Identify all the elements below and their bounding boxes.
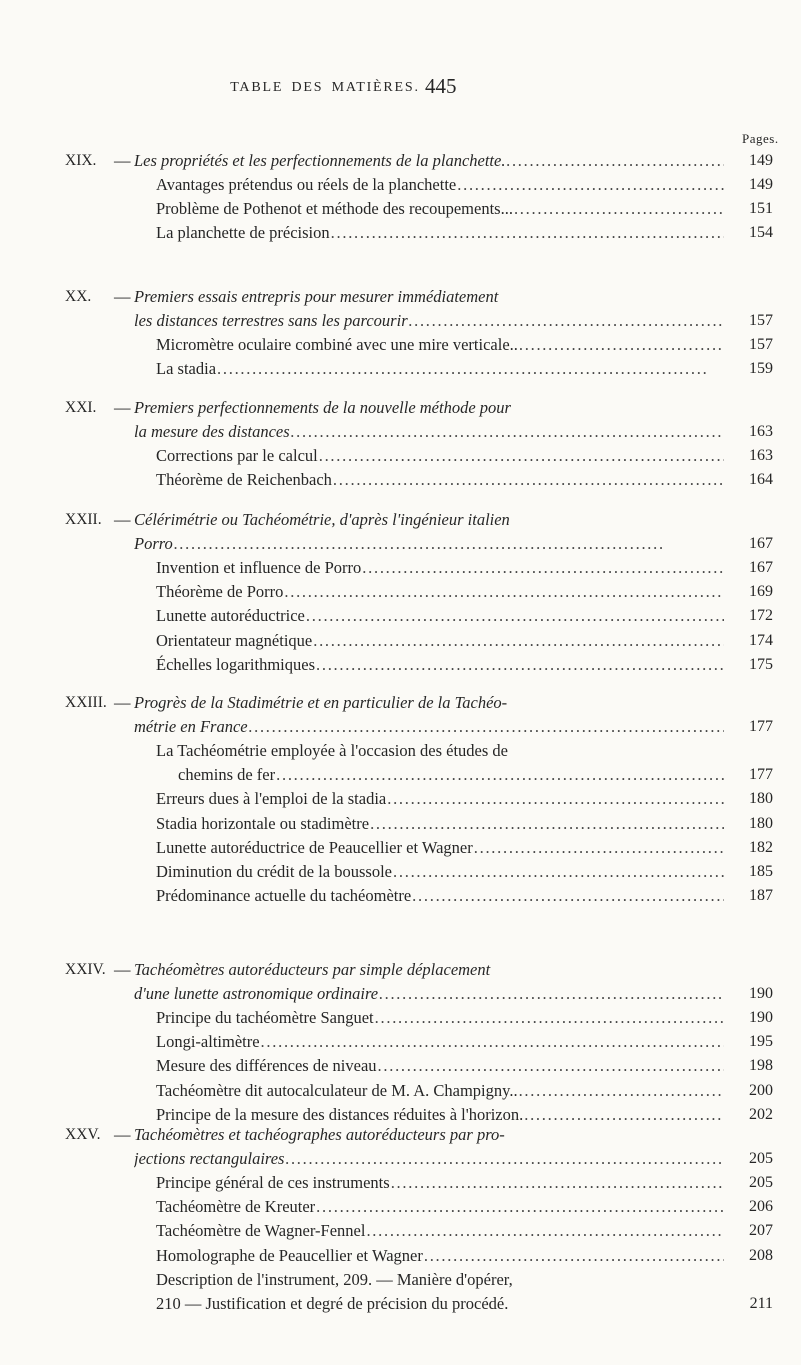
toc-entry[interactable] (156, 221, 724, 245)
dot-leader (519, 333, 724, 357)
page-ref[interactable]: 190 (749, 1009, 773, 1027)
toc-entry[interactable]: Description de l'instrument, 209. — Manière d'opérer, (156, 1269, 513, 1289)
toc-entry[interactable] (156, 884, 724, 908)
toc-entry-text: Tachéomètre de Wagner-Fennel (156, 1221, 366, 1241)
chapter-numeral: XXIV. (65, 961, 106, 978)
toc-entry-text: Invention et influence de Porro (156, 558, 362, 578)
toc-entry[interactable] (156, 1171, 724, 1195)
toc-entry[interactable] (156, 1006, 724, 1030)
dot-leader (379, 982, 724, 1006)
toc-entry[interactable] (156, 556, 724, 580)
toc-entry[interactable] (156, 604, 724, 628)
toc-entry[interactable] (156, 444, 724, 468)
toc-entry-text: Théorème de Porro (156, 582, 284, 602)
dot-leader (291, 420, 724, 444)
toc-entry[interactable]: 210 — Justification et degré de précision du procédé. (156, 1293, 509, 1313)
toc-entry-text: Lunette autoréductrice (156, 606, 305, 626)
dot-leader (366, 1219, 724, 1243)
page-ref[interactable]: 159 (749, 360, 773, 378)
toc-entry-text: Mesure des différences de niveau (156, 1056, 377, 1076)
dot-leader (331, 221, 724, 245)
toc-entry-text: La stadia (156, 359, 217, 379)
page-ref[interactable]: 205 (749, 1150, 773, 1168)
toc-entry[interactable] (156, 173, 724, 197)
page-ref[interactable]: 198 (749, 1057, 773, 1075)
page-ref[interactable]: 174 (749, 631, 773, 649)
page-ref[interactable]: 169 (749, 583, 773, 601)
page-ref[interactable]: 207 (749, 1222, 773, 1240)
toc-entry[interactable] (156, 629, 724, 653)
page-ref[interactable]: 180 (749, 814, 773, 832)
dot-leader (316, 653, 724, 677)
toc-entry[interactable] (156, 333, 724, 357)
chapter-dash: — (114, 1125, 131, 1144)
chapter-title[interactable]: Premiers essais entrepris pour mesurer immédiatement (134, 287, 499, 306)
dot-leader (391, 1171, 724, 1195)
page-ref[interactable]: 157 (749, 336, 773, 354)
dot-leader (284, 580, 724, 604)
chapter-title[interactable]: Premiers perfectionnements de la nouvelle méthode pour (134, 398, 511, 417)
chapter-numeral: XX. (65, 288, 92, 305)
dot-leader (217, 357, 724, 381)
toc-entry[interactable] (156, 787, 724, 811)
chapter-title-text: d'une lunette astronomique ordinaire (134, 984, 379, 1004)
page-ref[interactable]: 185 (749, 862, 773, 880)
dot-leader (276, 763, 724, 787)
toc-entry-text: Principe général de ces instruments (156, 1173, 390, 1193)
chapter-dash: — (114, 151, 131, 170)
dot-leader (519, 1079, 724, 1103)
toc-entry[interactable] (156, 580, 724, 604)
dot-leader (249, 715, 724, 739)
toc-entry-text: Échelles logarithmiques (156, 654, 315, 674)
dot-leader (319, 444, 724, 468)
toc-entry[interactable] (156, 357, 724, 381)
page-ref[interactable]: 167 (749, 535, 773, 553)
toc-entry-text: Homolographe de Peaucellier et Wagner (156, 1245, 423, 1265)
toc-entry[interactable] (156, 197, 724, 221)
toc-entry-text: Diminution du crédit de la boussole (156, 861, 393, 881)
toc-entry-text: Orientateur magnétique (156, 630, 313, 650)
page-ref[interactable]: 200 (749, 1081, 773, 1099)
chapter-numeral: XIX. (65, 152, 97, 169)
chapter-title[interactable]: Tachéomètres autoréducteurs par simple déplacement (134, 960, 491, 979)
chapter-title-text: les distances terrestres sans les parcourir (134, 311, 408, 331)
dot-leader (424, 1244, 724, 1268)
toc-entry[interactable] (156, 1054, 724, 1078)
chapter-title[interactable] (134, 715, 724, 739)
dot-leader (409, 309, 724, 333)
toc-entry-text: Lunette autoréductrice de Peaucellier et Wagner (156, 837, 473, 857)
toc-entry-text: Principe de la mesure des distances réduites à l'horizon. (156, 1104, 524, 1124)
toc-entry-text: Prédominance actuelle du tachéomètre (156, 885, 412, 905)
toc-entry[interactable] (178, 763, 724, 787)
page-ref[interactable]: 167 (749, 559, 773, 577)
chapter-title[interactable] (134, 420, 724, 444)
toc-entry[interactable] (156, 812, 724, 836)
chapter-dash: — (114, 287, 131, 306)
page-ref[interactable]: 195 (749, 1033, 773, 1051)
page-ref[interactable]: 180 (749, 790, 773, 808)
toc-entry-text: chemins de fer (178, 765, 276, 785)
chapter-dash: — (114, 693, 131, 712)
chapter-dash: — (114, 398, 131, 417)
chapter-title-text: Les propriétés et les perfectionnements de la planchette. (134, 151, 506, 170)
chapter-title[interactable]: Célérimétrie ou Tachéométrie, d'après l'ingénieur italien (134, 510, 510, 529)
page-ref[interactable]: 149 (749, 176, 773, 194)
chapter-title[interactable] (134, 1147, 724, 1171)
toc-entry[interactable] (156, 1030, 724, 1054)
dot-leader (362, 556, 724, 580)
toc-entry[interactable]: La Tachéométrie employée à l'occasion des études de (156, 741, 508, 761)
toc-entry-text: Micromètre oculaire combiné avec une mire verticale.. (156, 335, 518, 355)
page-ref[interactable]: 187 (749, 886, 773, 904)
chapter-dash: — (114, 510, 131, 529)
chapter-numeral: XXII. (65, 511, 102, 528)
page-ref[interactable]: 190 (749, 985, 773, 1003)
page-ref[interactable]: 177 (749, 718, 773, 736)
page-ref[interactable]: 202 (749, 1105, 773, 1123)
toc-entry[interactable] (156, 860, 724, 884)
dot-leader (474, 836, 724, 860)
dot-leader (506, 149, 724, 173)
toc-entry-text: Principe du tachéomètre Sanguet (156, 1008, 374, 1028)
chapter-numeral: XXV. (65, 1126, 101, 1143)
dot-leader (285, 1147, 724, 1171)
toc-entry-text: La planchette de précision (156, 223, 330, 243)
pages-column-label: Pages. (742, 131, 779, 146)
toc-entry-text: Avantages prétendus ou réels de la planchette (156, 175, 457, 195)
chapter-title[interactable] (134, 532, 724, 556)
page-ref[interactable]: 208 (749, 1246, 773, 1264)
toc-entry-text: Erreurs dues à l'emploi de la stadia (156, 789, 387, 809)
dot-leader (261, 1030, 724, 1054)
chapter-title-text: Porro (134, 534, 173, 554)
chapter-dash: — (114, 960, 131, 979)
toc-entry[interactable] (156, 1219, 724, 1243)
dot-leader (457, 173, 724, 197)
dot-leader (333, 468, 724, 492)
toc-entry-text: Théorème de Reichenbach (156, 470, 332, 490)
chapter-numeral: XXI. (65, 399, 97, 416)
dot-leader (412, 884, 724, 908)
page-ref[interactable]: 211 (749, 1294, 773, 1312)
toc-entry[interactable] (156, 653, 724, 677)
toc-entry-text: Stadia horizontale ou stadimètre (156, 813, 370, 833)
page-number: 445 (425, 74, 457, 98)
chapter-title[interactable]: Tachéomètres et tachéographes autoréducteurs par pro- (134, 1125, 505, 1144)
page-ref[interactable]: 182 (749, 838, 773, 856)
chapter-title-text: métrie en France (134, 717, 248, 737)
dot-leader (524, 1103, 724, 1127)
page-ref[interactable]: 163 (749, 447, 773, 465)
toc-entry[interactable] (156, 1195, 724, 1219)
toc-entry[interactable] (156, 1244, 724, 1268)
dot-leader (514, 197, 724, 221)
toc-entry-text: Tachéomètre dit autocalculateur de M. A. Champigny.. (156, 1080, 518, 1100)
chapter-title[interactable] (134, 982, 724, 1006)
dot-leader (174, 532, 724, 556)
dot-leader (387, 787, 724, 811)
toc-entry-text: Problème de Pothenot et méthode des recoupements... (156, 199, 513, 219)
toc-entry[interactable] (156, 1079, 724, 1103)
chapter-numeral: XXIII. (65, 694, 107, 711)
page-ref[interactable]: 149 (749, 152, 773, 169)
page-header (0, 74, 801, 104)
page-ref[interactable]: 172 (749, 607, 773, 625)
page-ref[interactable]: 177 (749, 766, 773, 784)
page-ref[interactable]: 175 (749, 655, 773, 673)
dot-leader (375, 1006, 724, 1030)
page-ref[interactable]: 163 (749, 423, 773, 441)
running-title: TABLE DES MATIÈRES. (230, 80, 420, 95)
dot-leader (370, 812, 724, 836)
page-ref[interactable]: 206 (749, 1198, 773, 1216)
chapter-title[interactable] (134, 309, 724, 333)
toc-entry-text: Longi-altimètre (156, 1032, 260, 1052)
dot-leader (378, 1054, 724, 1078)
page-ref[interactable]: 154 (749, 224, 773, 242)
dot-leader (316, 1195, 724, 1219)
page-ref[interactable]: 151 (749, 200, 773, 218)
toc-entry[interactable] (156, 468, 724, 492)
chapter-title-text: la mesure des distances (134, 422, 290, 442)
chapter-title[interactable]: Progrès de la Stadimétrie et en particulier de la Tachéo- (134, 693, 508, 712)
toc-entry[interactable] (156, 836, 724, 860)
toc-entry-text: Corrections par le calcul (156, 446, 318, 466)
dot-leader (306, 604, 724, 628)
page-ref[interactable]: 157 (749, 312, 773, 330)
chapter-title[interactable] (134, 149, 724, 173)
page-ref[interactable]: 205 (749, 1174, 773, 1192)
dot-leader (393, 860, 724, 884)
chapter-title-text: jections rectangulaires (134, 1149, 285, 1169)
toc-entry-text: Tachéomètre de Kreuter (156, 1197, 316, 1217)
dot-leader (313, 629, 724, 653)
page-ref[interactable]: 164 (749, 471, 773, 489)
